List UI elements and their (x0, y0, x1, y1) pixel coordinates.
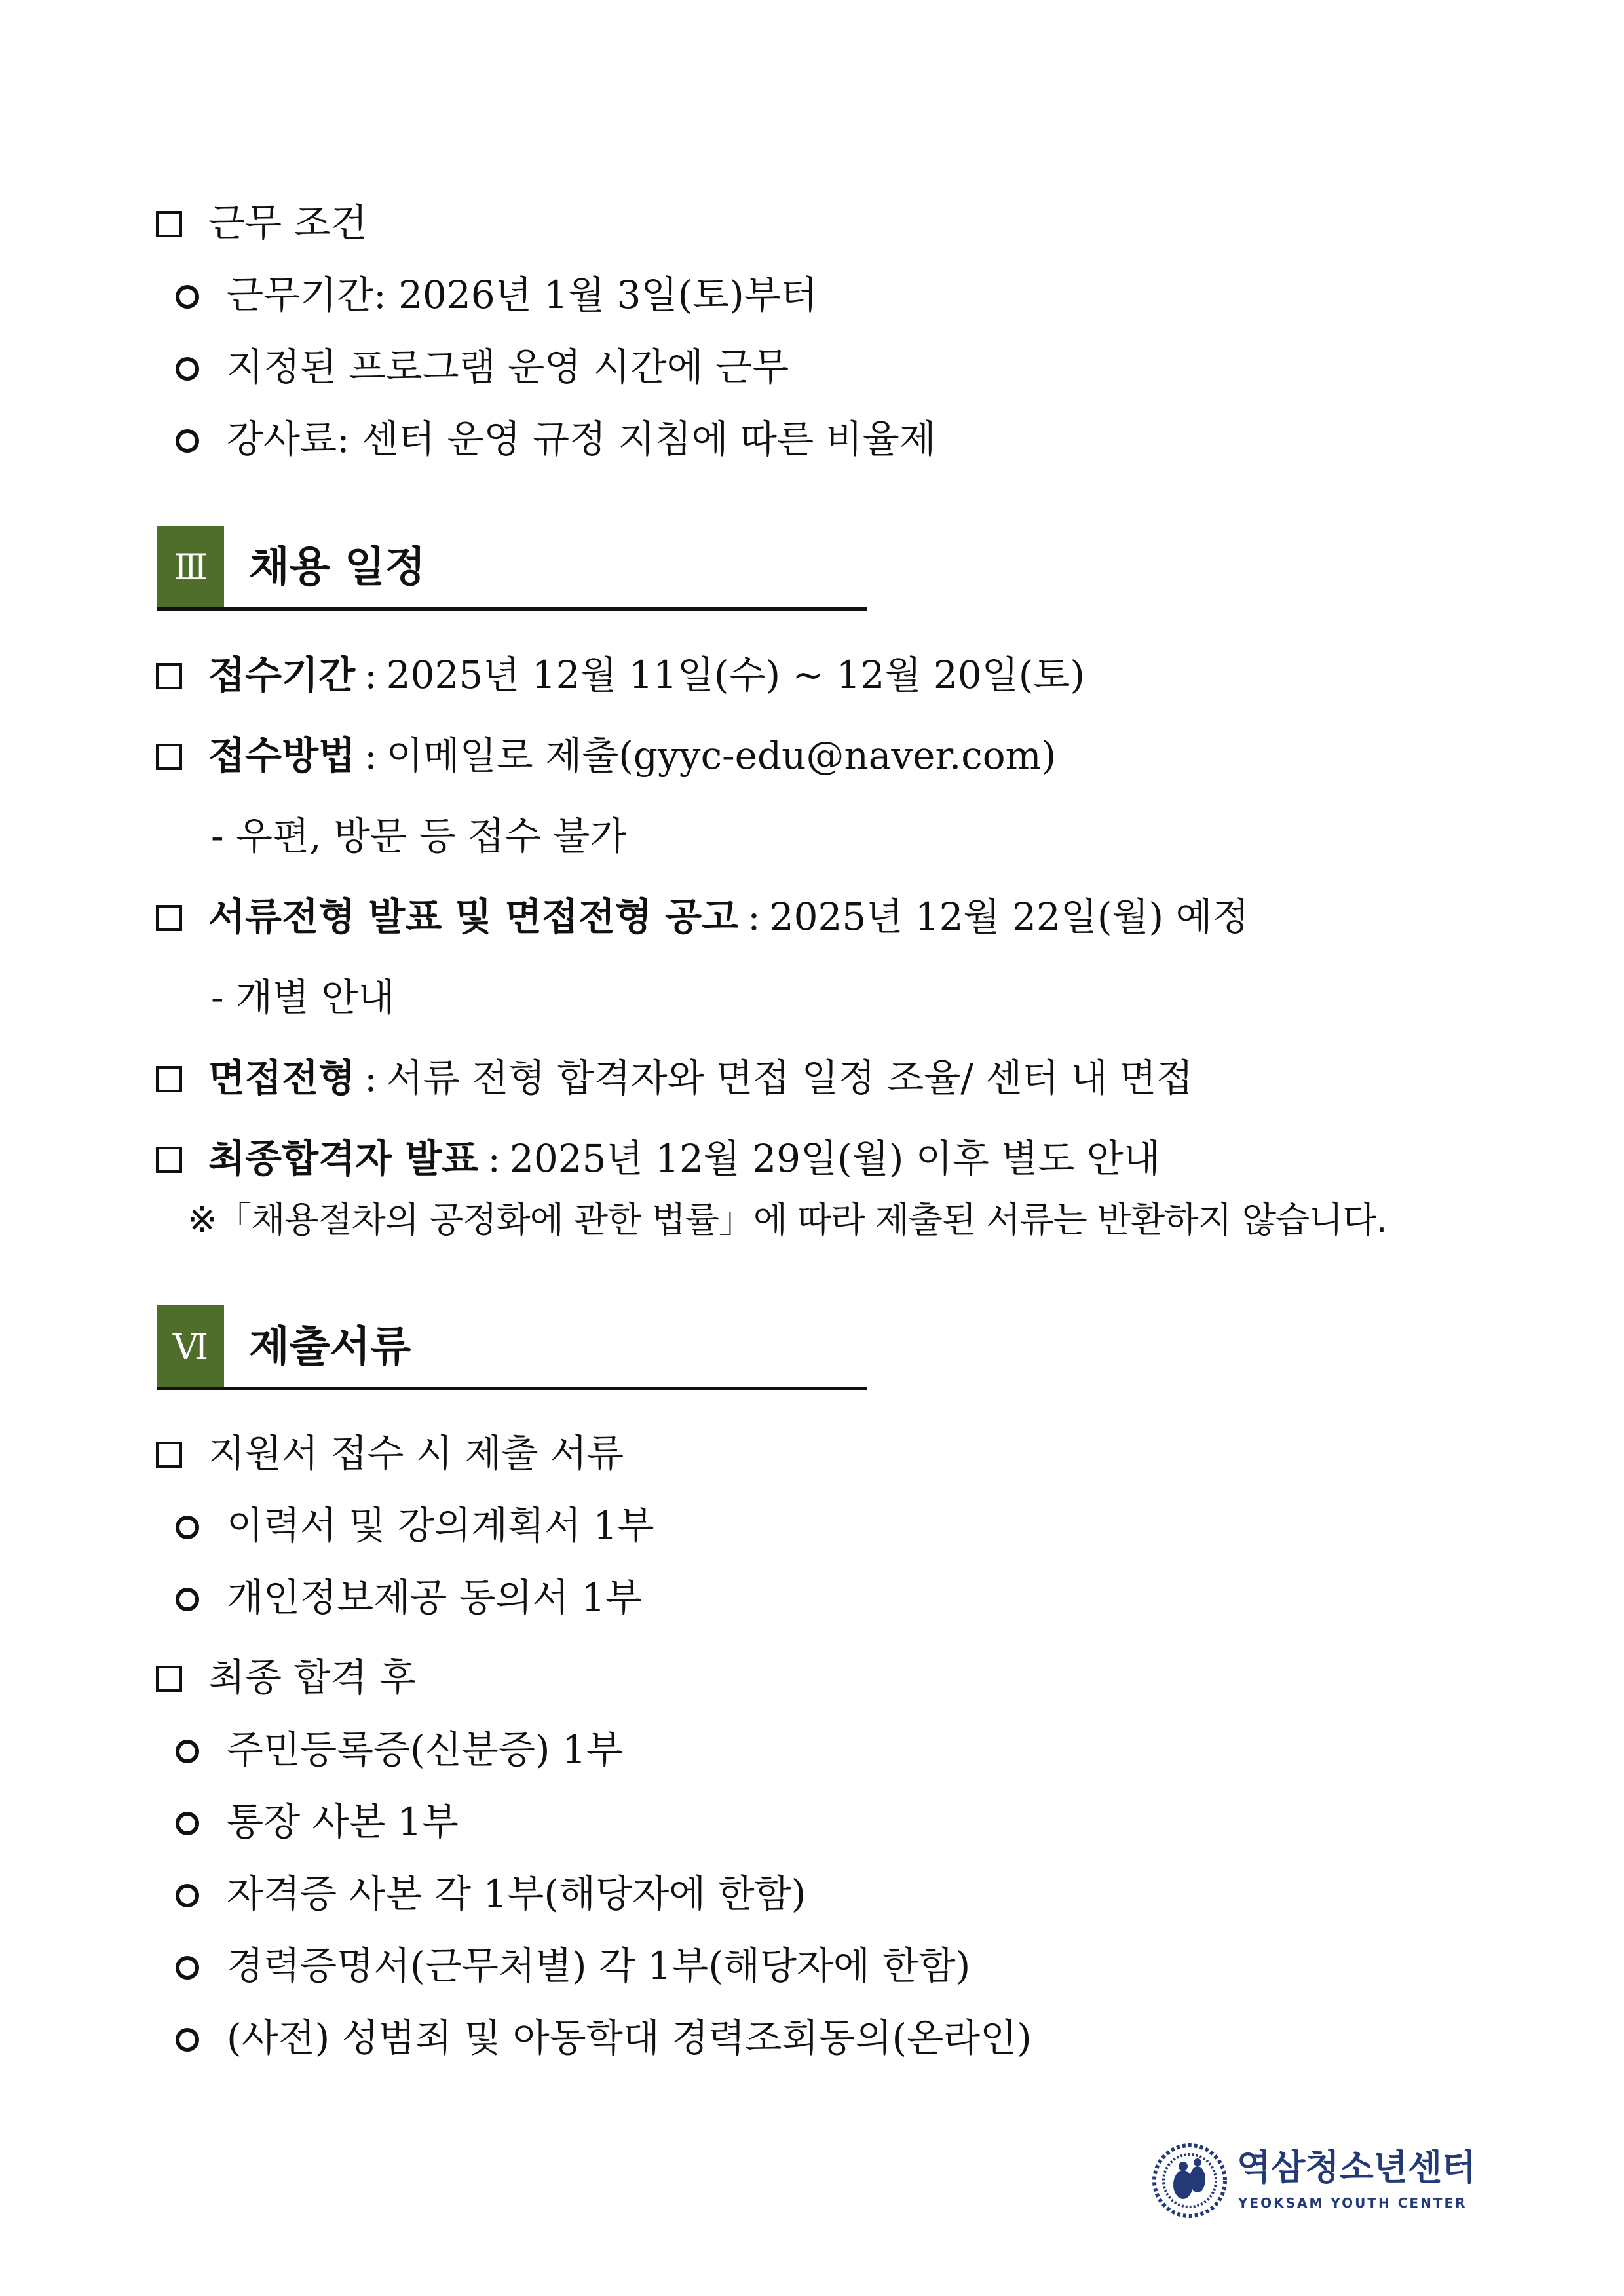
schedule-sub-note: - 개별 안내 (211, 975, 395, 1020)
list-item: 근무기간: 2026년 1월 3일(토)부터 (176, 269, 818, 321)
circle-bullet-icon (176, 1740, 199, 1763)
section-title: 채용 일정 (249, 543, 426, 592)
section-header-documents (157, 1305, 867, 1390)
schedule-item-method: 접수방법 : 이메일로 제출(gyyc-edu@naver.com) (156, 729, 1056, 782)
circle-bullet-icon (176, 1956, 199, 1980)
section-title: 제출서류 (249, 1323, 411, 1371)
schedule-sub-note: - 우편, 방문 등 접수 불가 (211, 814, 627, 858)
circle-bullet-icon (176, 1516, 199, 1539)
circle-bullet-icon (176, 285, 199, 309)
center-emblem-icon (1150, 2141, 1229, 2220)
documents-group-heading: 최종 합격 후 (156, 1651, 416, 1704)
section-header-schedule (157, 526, 867, 611)
checkbox-square-icon (156, 211, 182, 237)
list-item: 주민등록증(신분증) 1부 (176, 1723, 623, 1776)
circle-bullet-icon (176, 1588, 199, 1611)
work-conditions-heading: 근무 조건 (156, 197, 368, 249)
checkbox-square-icon (156, 1066, 182, 1092)
list-item: 이력서 및 강의계획서 1부 (176, 1499, 654, 1552)
checkbox-square-icon (156, 905, 182, 931)
checkbox-square-icon (156, 1147, 182, 1173)
list-item: 경력증명서(근무처별) 각 1부(해당자에 한함) (176, 1940, 970, 1992)
checkbox-square-icon (156, 1666, 182, 1692)
list-item: 지정된 프로그램 운영 시간에 근무 (176, 341, 789, 393)
list-item: 자격증 사본 각 1부(해당자에 한함) (176, 1867, 806, 1920)
list-item: 강사료: 센터 운영 규정 지침에 따른 비율제 (176, 413, 936, 465)
documents-group-heading: 지원서 접수 시 제출 서류 (156, 1427, 624, 1480)
logo-name-english: YEOKSAM YOUTH CENTER (1238, 2195, 1467, 2211)
section-underline (157, 1387, 867, 1390)
center-logo (1150, 2141, 1477, 2229)
section-number-badge: Ⅵ (157, 1305, 224, 1389)
list-item: 개인정보제공 동의서 1부 (176, 1571, 642, 1624)
schedule-item-final: 최종합격자 발표 : 2025년 12월 29일(월) 이후 별도 안내 (156, 1132, 1160, 1185)
checkbox-square-icon (156, 1442, 182, 1468)
schedule-item-announcement: 서류전형 발표 및 면접전형 공고 : 2025년 12월 22일(월) 예정 (156, 890, 1249, 943)
circle-bullet-icon (176, 1884, 199, 1907)
schedule-item-period: 접수기간 : 2025년 12월 11일(수) ~ 12월 20일(토) (156, 649, 1085, 701)
schedule-item-interview: 면접전형 : 서류 전형 합격자와 면접 일정 조율/ 센터 내 면접 (156, 1052, 1193, 1104)
list-item: 통장 사본 1부 (176, 1795, 459, 1848)
legal-note: ※「채용절차의 공정화에 관한 법률」에 따라 제출된 서류는 반환하지 않습니다. (187, 1199, 1387, 1240)
circle-bullet-icon (176, 357, 199, 381)
section-underline (157, 607, 867, 611)
checkbox-square-icon (156, 663, 182, 689)
circle-bullet-icon (176, 2028, 199, 2052)
list-item: (사전) 성범죄 및 아동학대 경력조회동의(온라인) (176, 2012, 1032, 2064)
circle-bullet-icon (176, 1812, 199, 1835)
logo-name-korean: 역삼청소년센터 (1237, 2146, 1477, 2188)
section-number-badge: Ⅲ (157, 526, 224, 609)
checkbox-square-icon (156, 744, 182, 770)
circle-bullet-icon (176, 429, 199, 453)
